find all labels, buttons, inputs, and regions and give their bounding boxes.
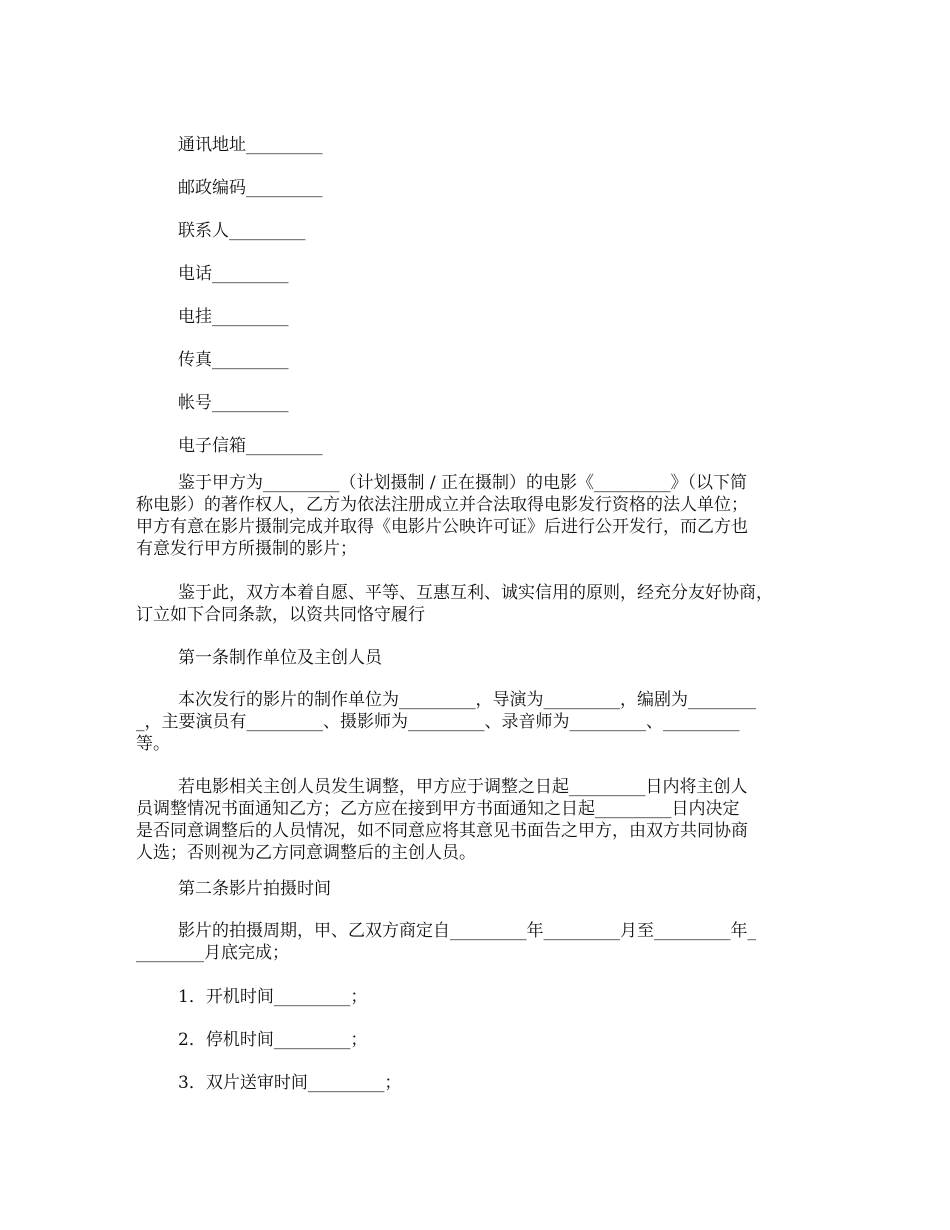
paragraph-line: 有意发行甲方所摄制的影片； bbox=[136, 539, 357, 559]
paragraph-line: 等。 bbox=[136, 734, 170, 754]
paragraph-line: 若电影相关主创人员发生调整，甲方应于调整之日起_________日内将主创人 bbox=[178, 777, 748, 797]
list-item-submission-date: 3．双片送审时间_________； bbox=[178, 1073, 402, 1093]
paragraph-line: 甲方有意在影片摄制完成并取得《电影片公映许可证》后进行公开发行，而乙方也 bbox=[136, 517, 748, 537]
paragraph-line: 本次发行的影片的制作单位为_________，导演为_________，编剧为________ bbox=[178, 690, 756, 710]
field-cable: 电挂_________ bbox=[178, 307, 289, 327]
field-contact: 联系人_________ bbox=[178, 221, 306, 241]
article-1-paragraph-1 bbox=[136, 689, 816, 755]
field-postcode: 邮政编码_________ bbox=[178, 178, 323, 198]
article-1-title: 第一条制作单位及主创人员 bbox=[178, 648, 382, 668]
field-phone: 电话_________ bbox=[178, 264, 289, 284]
paragraph-line: 人选；否则视为乙方同意调整后的主创人员。 bbox=[136, 843, 476, 863]
paragraph-line: _，主要演员有_________、摄影师为_________、录音师为_________、_________ bbox=[136, 712, 740, 732]
article-1-paragraph-2 bbox=[136, 776, 816, 864]
whereas-paragraph-1 bbox=[136, 472, 816, 560]
list-item-start-date: 1．开机时间_________； bbox=[178, 987, 368, 1007]
paragraph-line: 员调整情况书面通知乙方；乙方应在接到甲方书面通知之日起_________日内决定 bbox=[136, 799, 740, 819]
paragraph-line: 鉴于此，双方本着自愿、平等、互惠互利、诚实信用的原则，经充分友好协商， bbox=[178, 583, 773, 603]
field-address: 通讯地址_________ bbox=[178, 135, 323, 155]
article-2-title: 第二条影片拍摄时间 bbox=[178, 879, 331, 899]
field-email: 电子信箱_________ bbox=[178, 436, 323, 456]
paragraph-line: 鉴于甲方为_________（计划摄制 / 正在摄制）的电影《_________》（以下简 bbox=[178, 473, 748, 493]
article-2-paragraph-1 bbox=[136, 920, 816, 964]
field-account: 帐号_________ bbox=[178, 393, 289, 413]
paragraph-line: ________月底完成； bbox=[136, 943, 289, 963]
paragraph-line: 影片的拍摄周期，甲、乙双方商定自_________年_________月至_________年_ bbox=[178, 921, 756, 941]
paragraph-line: 订立如下合同条款，以资共同恪守履行 bbox=[136, 605, 425, 625]
paragraph-line: 是否同意调整后的人员情况，如不同意应将其意见书面告之甲方，由双方共同协商 bbox=[136, 821, 748, 841]
paragraph-line: 称电影）的著作权人，乙方为依法注册成立并合法取得电影发行资格的法人单位； bbox=[136, 495, 748, 515]
list-item-end-date: 2．停机时间_________； bbox=[178, 1030, 368, 1050]
field-fax: 传真_________ bbox=[178, 350, 289, 370]
whereas-paragraph-2 bbox=[136, 582, 816, 626]
